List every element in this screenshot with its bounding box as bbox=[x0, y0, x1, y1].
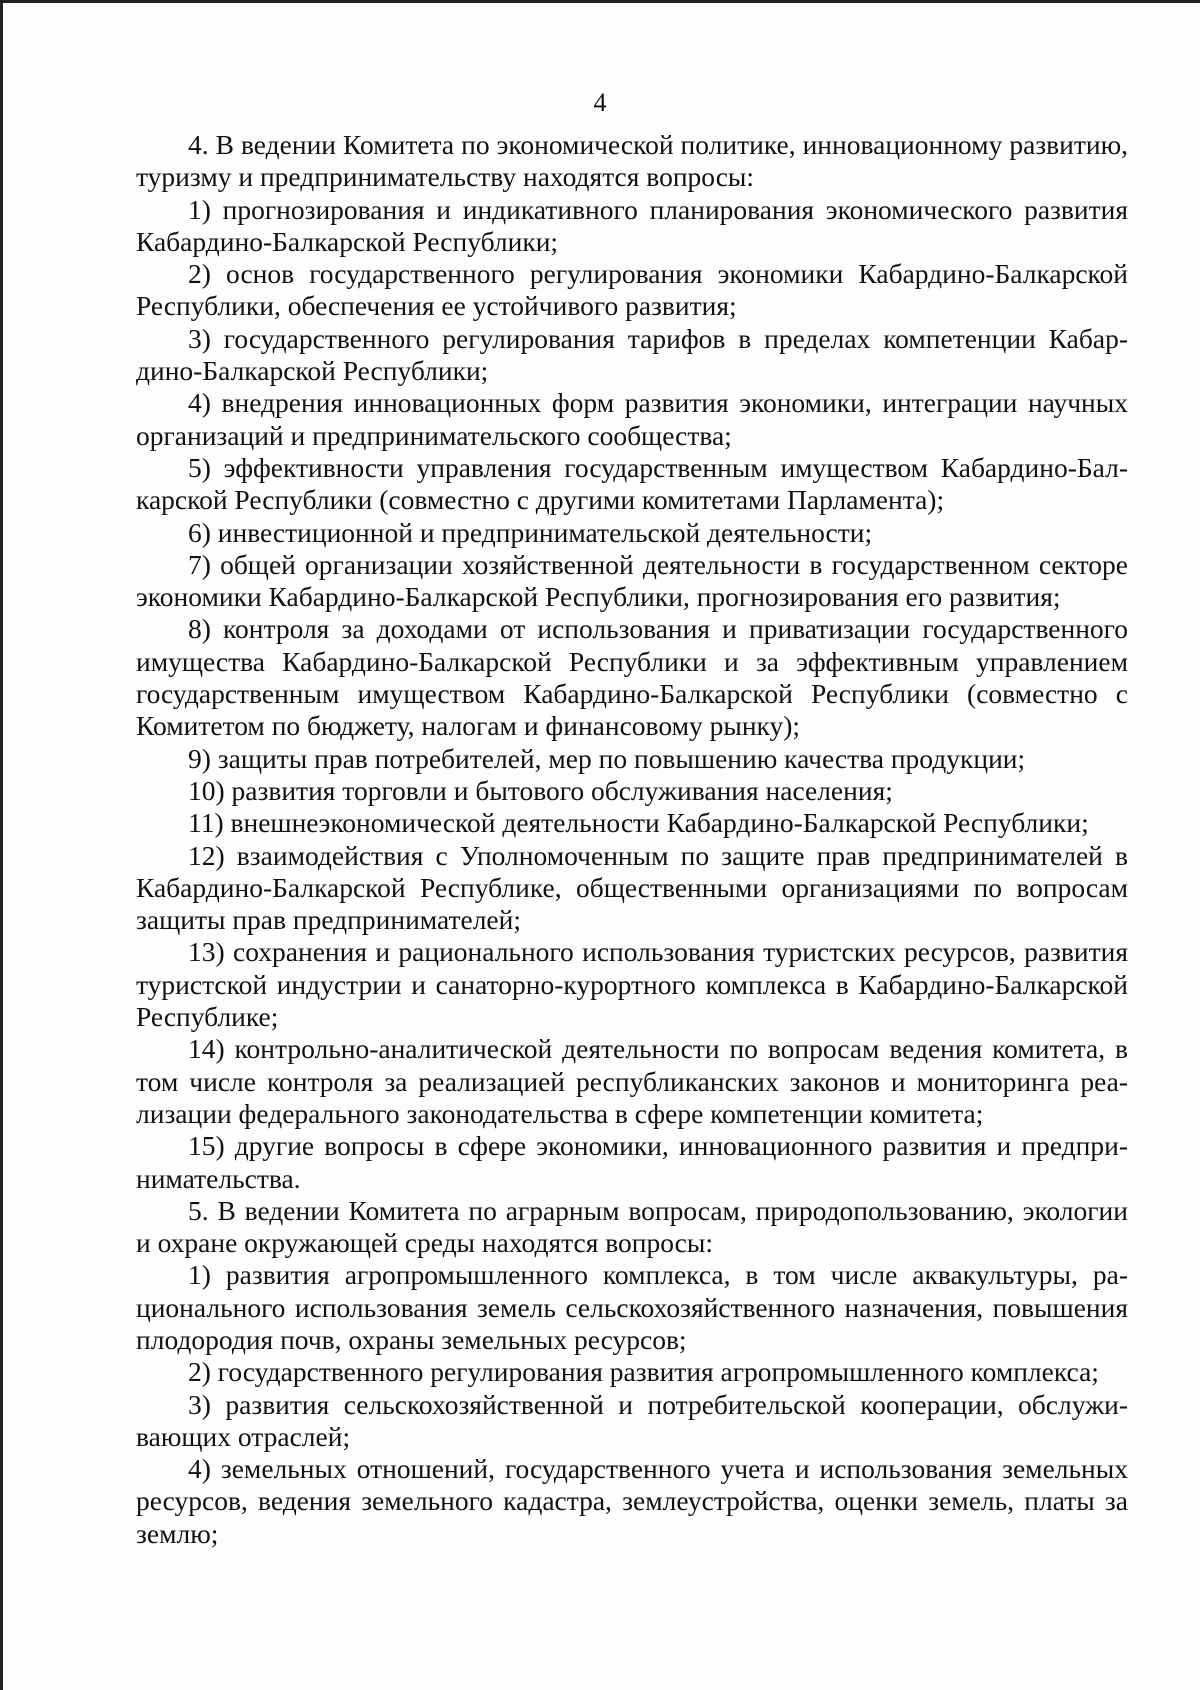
paragraph: 7) общей организации хозяйственной деятельности в государственном секторе экономики Кабардино-Балкарской Республики, прогнозирования его развития; bbox=[136, 548, 1128, 613]
paragraph: 9) защиты прав потребителей, мер по повышению качества продукции; bbox=[188, 742, 1026, 774]
paragraph: 6) инвестиционной и предпринимательской деятельности; bbox=[188, 516, 873, 548]
page-number: 4 bbox=[593, 88, 607, 117]
scan-edge-left bbox=[0, 0, 3, 1690]
paragraph: 2) государственного регулирования развития агропромышленного комплекса; bbox=[188, 1356, 1099, 1388]
paragraph: 2) основ государственного регулирования экономики Кабардино-Балкарской Республики, обеспечения ее устойчивого развития; bbox=[136, 258, 1128, 322]
paragraph: 5. В ведении Комитета по аграрным вопросам, природопользованию, экологии и охране окружающей среды находятся вопросы: bbox=[136, 1194, 1128, 1259]
paragraph: 5) эффективности управления государственным имуществом Кабардино-Балкарской Республики (совместно с другими комитетами Парламента); bbox=[136, 451, 1128, 516]
paragraph: 8) контроля за доходами от использования и приватизации государственного имущества Кабардино-Балкарской Республики и за эффективным управлением государственным имуществом Кабардино-Балкарской Республики (совместно с Комитетом по бюджету, налогам и финансовому рынку); bbox=[136, 613, 1128, 742]
paragraph: 3) развития сельскохозяйственной и потребительской кооперации, обслуживающих отраслей; bbox=[136, 1388, 1128, 1452]
paragraph: 13) сохранения и рационального использования туристских ресурсов, развития туристской индустрии и санаторно-курортного комплекса в Кабардино-Балкарской Республике; bbox=[136, 936, 1128, 1033]
paragraph: 1) прогнозирования и индикативного планирования экономического развития Кабардино-Балкарской Республики; bbox=[136, 193, 1128, 257]
paragraph: 10) развития торговли и бытового обслуживания населения; bbox=[188, 774, 893, 806]
paragraph: 4) земельных отношений, государственного учета и использования земельных ресурсов, ведения земельного кадастра, землеустройства, оценки земель, платы за землю; bbox=[136, 1453, 1128, 1549]
paragraph: 1) развития агропромышленного комплекса, в том числе аквакультуры, рационального использования земель сельскохозяйственного назначения, повышения плодородия почв, охраны земельных ресурсов; bbox=[136, 1259, 1128, 1355]
paragraph: 15) другие вопросы в сфере экономики, инновационного развития и предпринимательства. bbox=[136, 1130, 1128, 1194]
paragraph: 3) государственного регулирования тарифов в пределах компетенции Кабардино-Балкарской Республики; bbox=[136, 322, 1128, 387]
paragraph: 4. В ведении Комитета по экономической политике, инновационному развитию, туризму и предпринимательству находятся вопросы: bbox=[136, 129, 1128, 193]
paragraph: 14) контрольно-аналитической деятельности по вопросам ведения комитета, в том числе контроля за реализацией республиканских законов и мониторинга реализации федерального законодательства в сфере компетенции комитета; bbox=[136, 1033, 1128, 1129]
paragraph: 4) внедрения инновационных форм развития экономики, интеграции научных организаций и предпринимательского сообщества; bbox=[136, 387, 1128, 451]
paragraph: 12) взаимодействия с Уполномоченным по защите прав предпринимателей в Кабардино-Балкарской Республике, общественными организациями по вопросам защиты прав предпринимателей; bbox=[136, 839, 1128, 936]
paragraph: 11) внешнеэкономической деятельности Кабардино-Балкарской Республики; bbox=[188, 807, 1089, 839]
document-body bbox=[136, 129, 1128, 1550]
scan-edge-top bbox=[0, 0, 1200, 3]
